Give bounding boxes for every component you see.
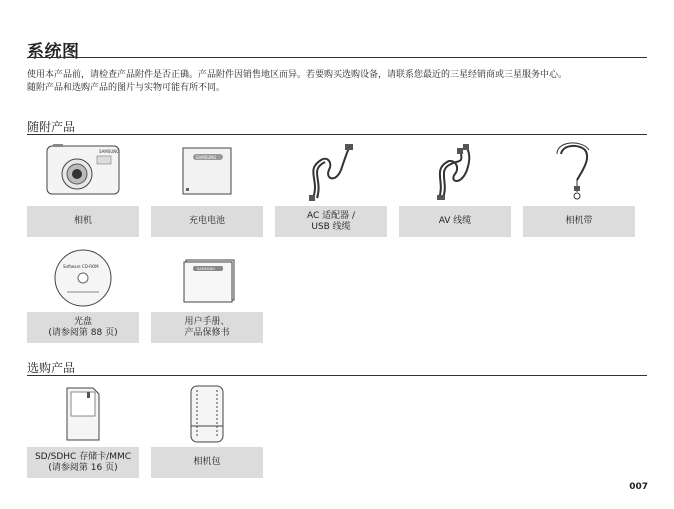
title-divider (27, 57, 647, 58)
battery-image (151, 140, 261, 202)
included-section-title: 随附产品 (27, 120, 76, 134)
camera-case-label (151, 447, 263, 478)
manual-label-line1: 用户手册、 (184, 316, 230, 327)
memory-card-label-line1: SD/SDHC 存储卡/MMC (34, 451, 132, 462)
cd-text: Software CD-ROM (63, 264, 99, 269)
camera-label-text: 相机 (73, 216, 92, 226)
camera-brand-text: SAMSUNG (99, 149, 120, 154)
manual-label-line2: 产品保修书 (184, 327, 230, 338)
camera-label (27, 206, 139, 237)
intro-text (27, 69, 647, 95)
camera-image (27, 140, 137, 202)
battery-label (151, 206, 263, 237)
cd-label-line2: (请参阅第 88 页) (48, 327, 118, 338)
intro-line-2: 随附产品和选购产品的图片与实物可能有所不同。 (27, 83, 226, 93)
cd-label (27, 312, 139, 343)
strap-label-text: 相机带 (565, 216, 593, 226)
adapter-label-line2: USB 线缆 (311, 221, 351, 232)
manual-label (151, 312, 263, 343)
cd-label-line1: 光盘 (73, 316, 92, 327)
battery-label-text: 充电电池 (188, 216, 225, 226)
camera-strap-image (523, 140, 633, 202)
page-title: 系统图 (27, 42, 80, 62)
optional-section-title: 选购产品 (27, 361, 76, 375)
optional-divider (27, 375, 647, 376)
memory-card-label (27, 447, 139, 478)
ac-adapter-usb-cable-image (275, 140, 385, 202)
strap-label (523, 206, 635, 237)
memory-card-image (27, 384, 137, 446)
adapter-label-line1: AC 适配器 / (306, 210, 356, 221)
av-cable-label-text: AV 线缆 (438, 216, 472, 226)
adapter-label (275, 206, 387, 237)
av-cable-image (399, 140, 509, 202)
av-cable-label (399, 206, 511, 237)
manual-brand-text: SAMSUNG (197, 267, 215, 271)
camera-case-image (151, 384, 261, 446)
battery-brand-text: SAMSUNG (196, 155, 217, 160)
memory-card-label-line2: (请参阅第 16 页) (48, 462, 118, 473)
page-number: 007 (629, 482, 648, 492)
user-manual-image (151, 248, 261, 310)
included-divider (27, 134, 647, 135)
camera-case-label-text: 相机包 (193, 457, 221, 467)
software-cd-image (27, 248, 137, 310)
intro-line-1: 使用本产品前，请检查产品附件是否正确。产品附件因销售地区而异。若要购买选购设备，请联系您最近的三星经销商或三星服务中心。 (27, 70, 568, 80)
